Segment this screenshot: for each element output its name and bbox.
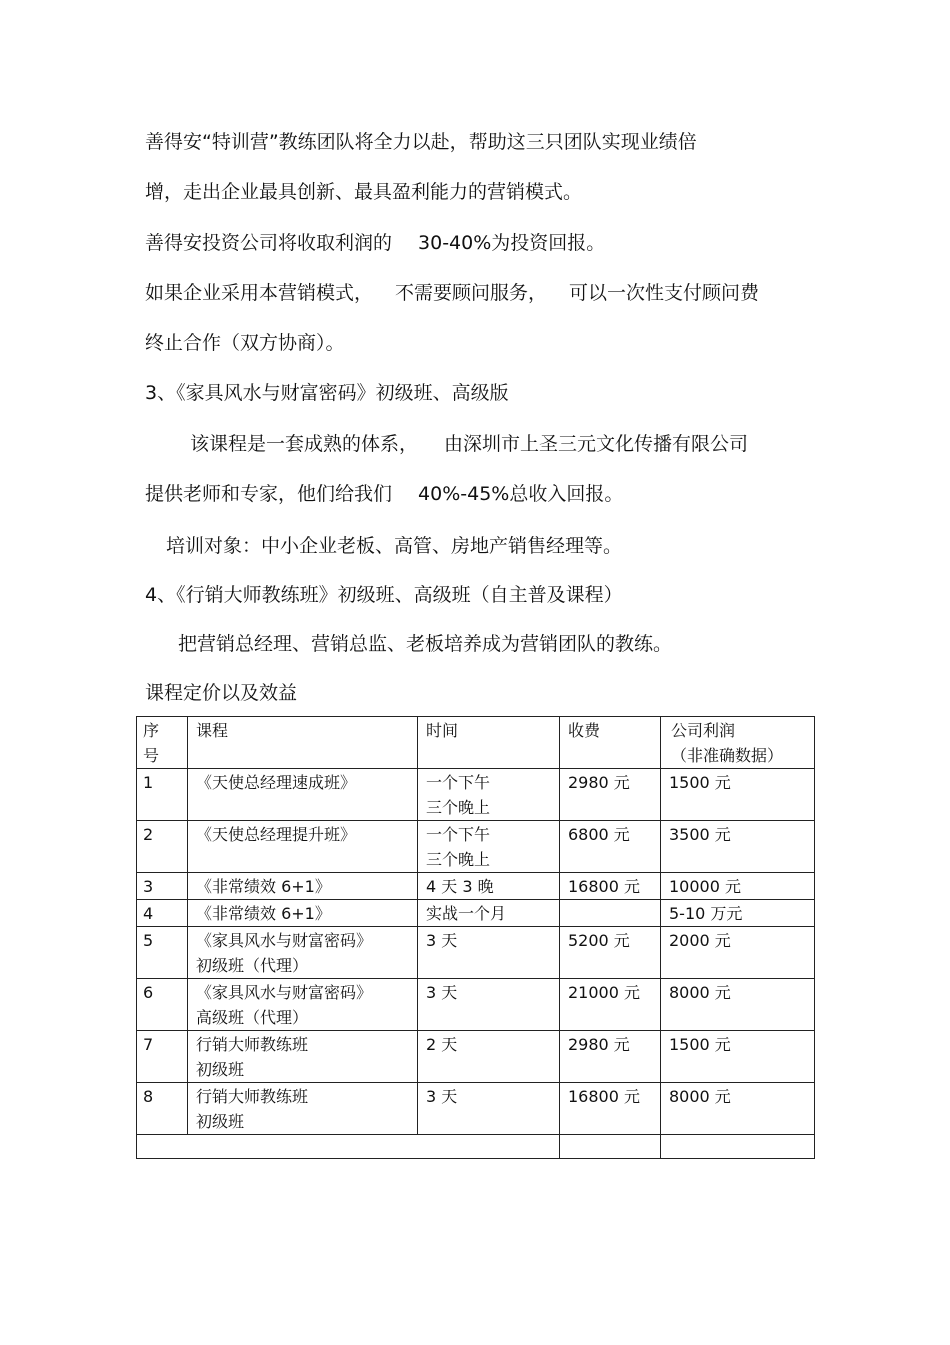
section-heading-3: 3、《家具风水与财富密码》初级班、高级版 — [145, 382, 509, 404]
paragraph-course-system — [190, 432, 748, 456]
row-index: 8 — [137, 1083, 188, 1135]
row-course: 《家具风水与财富密码》 初级班（代理） — [188, 927, 418, 979]
table-header-row — [137, 717, 815, 769]
table-empty-row — [137, 1135, 815, 1159]
paragraph-coach-training: 把营销总经理、营销总监、老板培养成为营销团队的教练。 — [178, 633, 673, 655]
empty-cell — [560, 1135, 661, 1159]
consulting-text-c: 可以一次性支付顾问费 — [569, 282, 760, 304]
row-profit: 8000 元 — [661, 979, 815, 1031]
row-index: 6 — [137, 979, 188, 1031]
empty-cell — [137, 1135, 560, 1159]
row-profit: 10000 元 — [661, 873, 815, 900]
row-fee: 16800 元 — [560, 873, 661, 900]
row-profit: 3500 元 — [661, 821, 815, 873]
empty-cell — [661, 1135, 815, 1159]
row-index: 4 — [137, 900, 188, 927]
row-time: 4 天 3 晚 — [418, 873, 560, 900]
table-row — [137, 769, 815, 821]
row-course: 《非常绩效 6+1》 — [188, 873, 418, 900]
header-time: 时间 — [418, 717, 560, 769]
table-row — [137, 1083, 815, 1135]
row-profit: 8000 元 — [661, 1083, 815, 1135]
row-time: 3 天 — [418, 927, 560, 979]
table-row — [137, 821, 815, 873]
row-index: 1 — [137, 769, 188, 821]
row-profit: 2000 元 — [661, 927, 815, 979]
row-time: 实战一个月 — [418, 900, 560, 927]
row-course: 《非常绩效 6+1》 — [188, 900, 418, 927]
row-course: 《家具风水与财富密码》 高级班（代理） — [188, 979, 418, 1031]
table-title: 课程定价以及效益 — [145, 682, 298, 704]
row-course: 《天使总经理速成班》 — [188, 769, 418, 821]
table-row — [137, 900, 815, 927]
row-time: 3 天 — [418, 979, 560, 1031]
row-fee: 6800 元 — [560, 821, 661, 873]
header-fee: 收费 — [560, 717, 661, 769]
row-time: 一个下午 三个晚上 — [418, 821, 560, 873]
row-index: 2 — [137, 821, 188, 873]
row-profit: 1500 元 — [661, 769, 815, 821]
row-fee: 5200 元 — [560, 927, 661, 979]
consulting-text-a: 如果企业采用本营销模式， — [145, 282, 374, 304]
revenue-share-percent: 40%-45%总收入回报。 — [418, 483, 624, 505]
paragraph-termination: 终止合作（双方协商）。 — [145, 332, 345, 354]
row-course: 《天使总经理提升班》 — [188, 821, 418, 873]
row-fee: 21000 元 — [560, 979, 661, 1031]
paragraph-line-1: 善得安“特训营”教练团队将全力以赴，帮助这三只团队实现业绩倍 — [145, 131, 697, 153]
paragraph-investment-return — [145, 231, 605, 255]
row-time: 一个下午 三个晚上 — [418, 769, 560, 821]
revenue-share-text: 提供老师和专家，他们给我们 — [145, 483, 393, 505]
row-time: 2 天 — [418, 1031, 560, 1083]
table-row — [137, 927, 815, 979]
table-row — [137, 979, 815, 1031]
course-system-text-b: 由深圳市上圣三元文化传播有限公司 — [444, 433, 749, 455]
table-row — [137, 1031, 815, 1083]
row-fee: 2980 元 — [560, 1031, 661, 1083]
header-index: 序 号 — [137, 717, 188, 769]
paragraph-target-audience: 培训对象：中小企业老板、高管、房地产销售经理等。 — [166, 535, 623, 557]
row-index: 3 — [137, 873, 188, 900]
row-course: 行销大师教练班 初级班 — [188, 1083, 418, 1135]
row-index: 5 — [137, 927, 188, 979]
paragraph-revenue-share — [145, 482, 623, 506]
investment-text: 善得安投资公司将收取利润的 — [145, 232, 393, 254]
investment-percent: 30-40%为投资回报。 — [418, 232, 606, 254]
row-time: 3 天 — [418, 1083, 560, 1135]
row-fee — [560, 900, 661, 927]
consulting-text-b: 不需要顾问服务， — [395, 282, 548, 304]
section-heading-4: 4、《行销大师教练班》初级班、高级班（自主普及课程） — [145, 584, 623, 606]
row-profit: 1500 元 — [661, 1031, 815, 1083]
table-row — [137, 873, 815, 900]
header-profit: 公司利润 （非准确数据） — [661, 717, 815, 769]
paragraph-consulting — [145, 281, 759, 305]
row-index: 7 — [137, 1031, 188, 1083]
paragraph-line-2: 增，走出企业最具创新、最具盈利能力的营销模式。 — [145, 181, 583, 203]
course-pricing-table — [136, 716, 815, 1159]
row-fee: 2980 元 — [560, 769, 661, 821]
row-fee: 16800 元 — [560, 1083, 661, 1135]
row-profit: 5-10 万元 — [661, 900, 815, 927]
row-course: 行销大师教练班 初级班 — [188, 1031, 418, 1083]
course-system-text-a: 该课程是一套成熟的体系， — [190, 433, 419, 455]
header-course: 课程 — [188, 717, 418, 769]
